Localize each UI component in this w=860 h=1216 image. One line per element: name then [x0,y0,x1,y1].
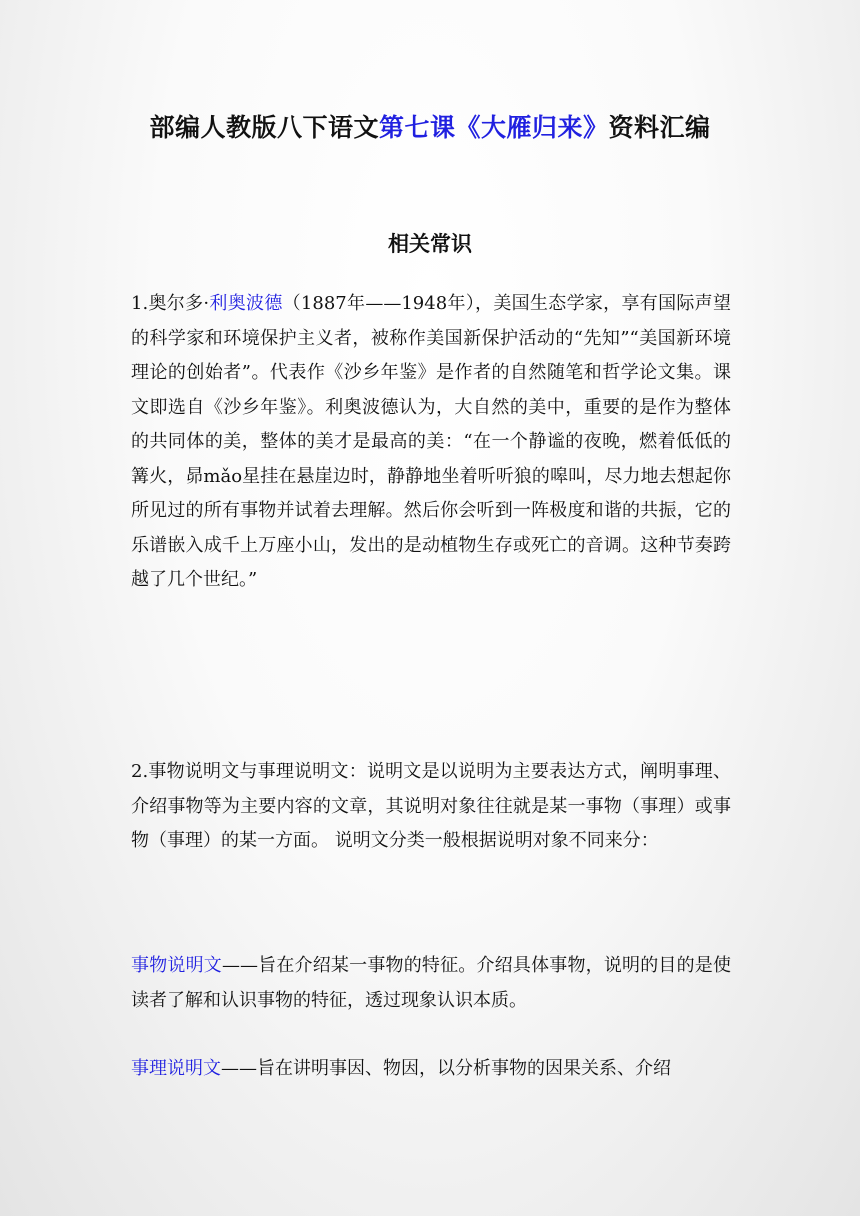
paragraph-4-rest: ——旨在讲明事因、物因，以分析事物的因果关系、介绍 [221,1058,671,1079]
document-title [0,108,860,144]
author-name-link: 利奥波德 [209,293,283,314]
paragraph-4 [131,1052,731,1087]
paragraph-1 [131,287,731,598]
title-prefix: 部编人教版八下语文 [149,113,379,142]
paragraph-2-text: 2.事物说明文与事理说明文：说明文是以说明为主要表达方式，阐明事理、介绍事物等为主要内容的文章，其说明对象往往就是某一事物（事理）或事物（事理）的某一方面。 说明文分类一般根据说明对象不同来分： [131,761,731,851]
paragraph-3-rest: ——旨在介绍某一事物的特征。介绍具体事物，说明的目的是使读者了解和认识事物的特征，透过现象认识本质。 [131,955,731,1011]
title-suffix: 资料汇编 [608,113,711,142]
title-highlight: 第七课《大雁归来》 [378,113,609,142]
term-object-exposition: 事物说明文 [131,955,222,976]
term-reason-exposition: 事理说明文 [131,1058,221,1079]
section-heading: 相关常识 [388,232,472,256]
paragraph-3 [131,949,731,1018]
paragraph-1-start: 1.奥尔多· [131,293,210,314]
paragraph-2 [131,755,731,859]
paragraph-1-rest: （1887年——1948年），美国生态学家，享有国际声望的科学家和环境保护主义者，被称作美国新保护活动的“先知”“美国新环境理论的创始者”。代表作《沙乡年鉴》是作者的自然随笔和哲学论文集。课文即选自《沙乡年鉴》。利奥波德认为，大自然的美中，重要的是作为整体的共同体的美，整体的美才是最高的美：“在一个静谧的夜晚，燃着低低的篝火，昴mǎo星挂在悬崖边时，静静地坐着听听狼的嗥叫，尽力地去想起你所见过的所有事物并试着去理解。然后你会听到一阵极度和谐的共振，它的乐谱嵌入成千上万座小山，发出的是动植物生存或死亡的音调。这种节奏跨越了几个世纪。” [131,293,731,590]
